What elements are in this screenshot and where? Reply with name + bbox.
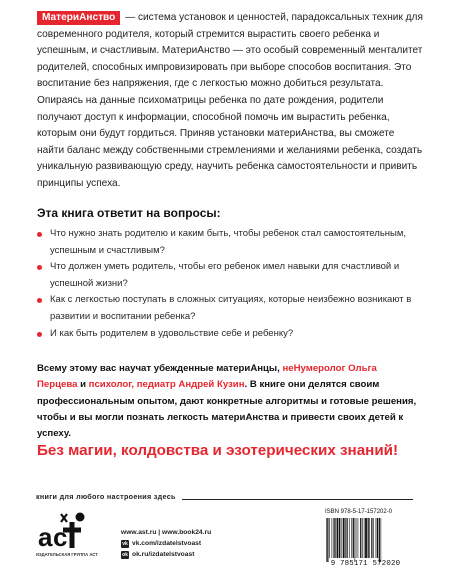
barcode-icon <box>325 518 407 562</box>
list-item <box>37 326 417 343</box>
svg-text:c: c <box>53 522 68 552</box>
ok-icon: ok <box>122 551 128 558</box>
list-item <box>37 226 417 259</box>
intro-text <box>37 10 423 193</box>
question-text: Что должен уметь родитель, чтобы его ребенок имел навыки для счастливой и успешной жизни? <box>50 261 400 289</box>
author-olga-pertseva: неНумеролог Ольга Перцева <box>37 363 377 391</box>
question-text: И как быть родителем в удовольствие себе и ребенку? <box>50 327 294 339</box>
slogan: Без магии, колдовства и эзотерических знаний! <box>37 442 399 459</box>
questions-title: Эта книга ответит на вопросы: <box>37 206 221 220</box>
list-item <box>37 259 417 292</box>
contact-vk <box>121 538 211 549</box>
intro-paragraph-1-text: — система установок и ценностей, парадоксальных техник для современного родителя, который стремится вырастить своего ребенка и успешным, и счастливым. МатериАнство — это особый современный менталитет родителей, способных импровизировать при выборе способов воспитания. Это воспитание без напряжения, где с легкостью можно добиться результата. <box>37 12 423 90</box>
list-item <box>37 292 417 325</box>
authors-paragraph <box>37 361 417 442</box>
bullet-icon <box>37 298 42 303</box>
isbn-block <box>321 509 410 570</box>
barcode-digits: 9 785171 572020 <box>330 560 401 568</box>
authors-text-3: . В книге они делятся своим профессиональным опытом, дают конкретные алгоритмы и готовые решения, чтобы и вы могли познать легкость материАнства и привести своих детей к успеху. <box>37 379 417 440</box>
question-text: Как с легкостью поступать в сложных ситуациях, которые неизбежно возникают в развитии и воспитании ребенка? <box>50 294 412 322</box>
authors-text-2: и <box>77 379 89 391</box>
bullet-icon <box>37 265 42 270</box>
bullet-icon <box>37 332 42 337</box>
ast-logo-icon <box>36 508 96 558</box>
contact-ok <box>121 549 211 560</box>
question-text: Что нужно знать родителю и каким быть, чтобы ребенок стал самостоятельным, успешным и счастливым? <box>50 228 407 256</box>
intro-paragraph-1 <box>37 10 423 93</box>
brand-badge: МатериАнство <box>37 11 120 25</box>
websites-link: www.ast.ru | www.book24.ru <box>121 529 212 536</box>
svg-text:a: a <box>38 522 53 552</box>
ok-link: ok.ru/izdatelstvoast <box>132 551 195 558</box>
author-andrey-kuzin: психолог, педиатр Андрей Кузин <box>88 379 245 391</box>
isbn-number: ISBN 978-5-17-157202-0 <box>325 509 393 515</box>
bullet-icon <box>37 232 42 237</box>
intro-paragraph-2: Опираясь на данные психоматрицы ребенка по дате рождения, родители получают доступ к информации, способной помочь им вырастить ребенка, которым они будут гордиться. Приняв установки материАнства, вы сможете найти баланс между собственными стремлениями и желаниями ребенка, создать уникальную развивающую среду, научить ребенка самостоятельности и привить принципы успеха. <box>37 94 423 189</box>
publisher-tagline: книги для любого настроения здесь <box>36 492 182 501</box>
authors-text-1: Всему этому вас научат убежденные материАнцы, <box>37 363 283 374</box>
publisher-name: ИЗДАТЕЛЬСКАЯ ГРУППА АСТ <box>36 552 98 557</box>
vk-link: vk.com/izdatelstvoast <box>132 540 202 547</box>
publisher-contacts <box>121 527 211 560</box>
vk-icon: vk <box>122 540 128 547</box>
questions-list <box>37 226 417 342</box>
contact-websites <box>121 527 211 538</box>
